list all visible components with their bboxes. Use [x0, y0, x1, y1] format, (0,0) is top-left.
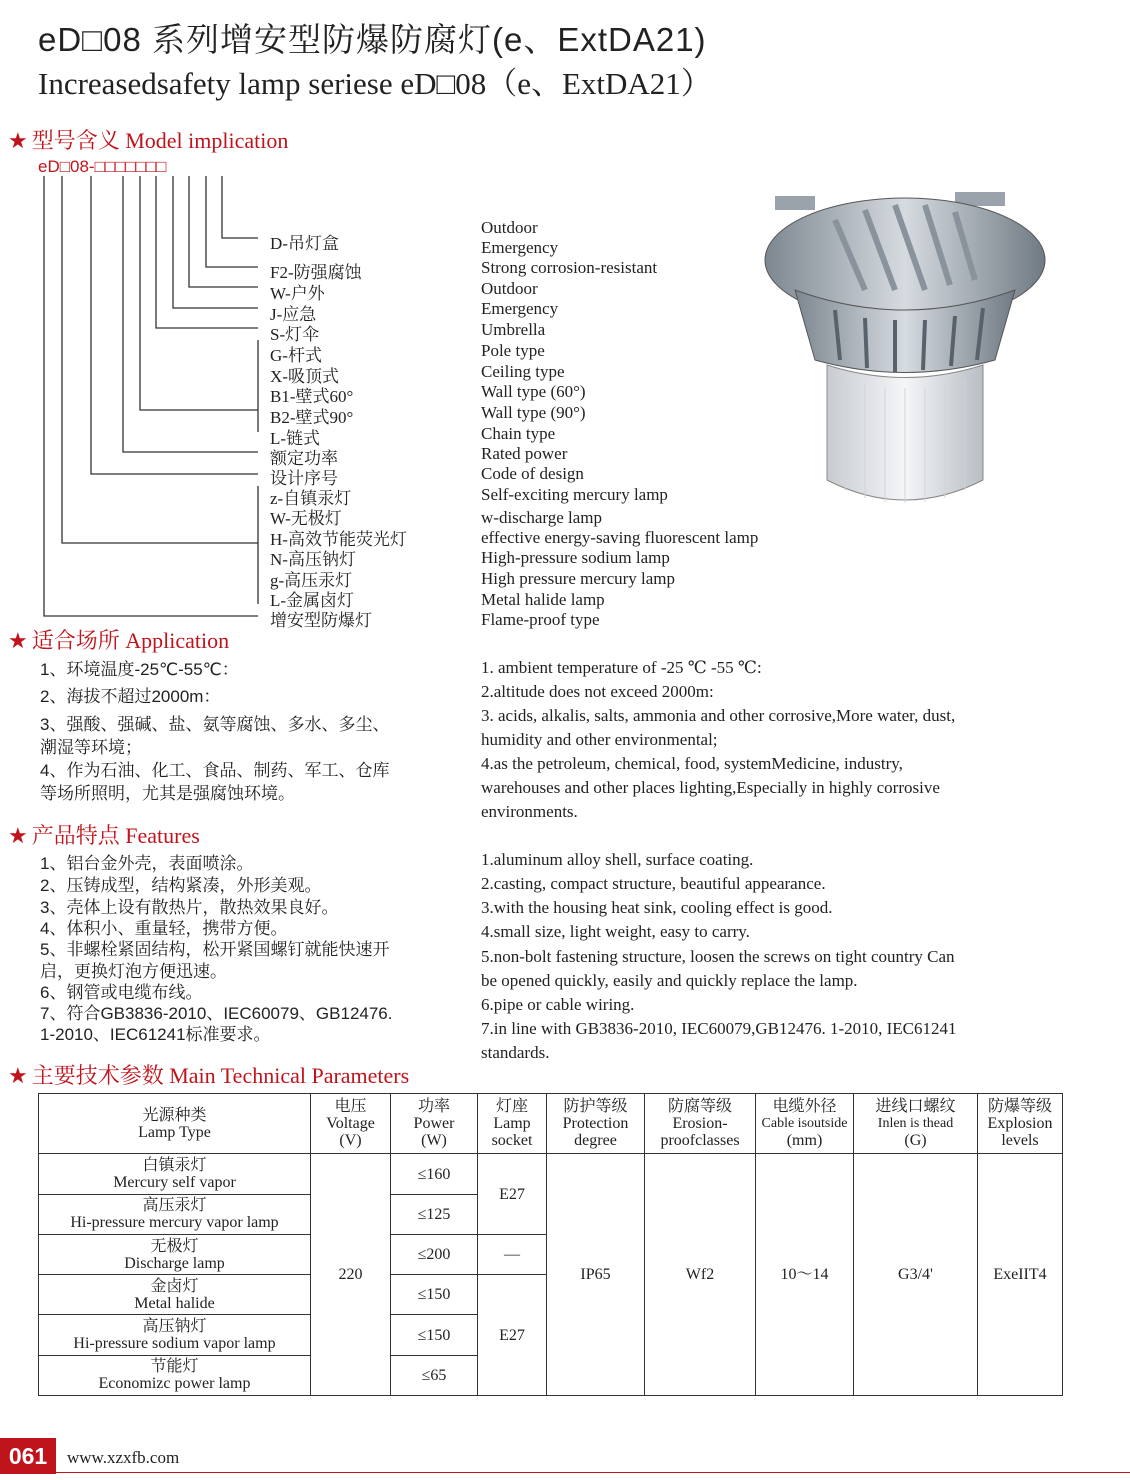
model-item-en: Ceiling type [481, 362, 565, 381]
power-cell: ≤150 [391, 1275, 478, 1315]
power-cell: ≤150 [391, 1315, 478, 1355]
model-item-cn: W-户外 [270, 284, 325, 303]
lamp-type-cell: 白镇汞灯 Mercury self vapor [39, 1154, 311, 1194]
star-icon: ★ [8, 823, 28, 848]
feature-line-cn: 5、非螺栓紧固结构，松开紧国螺钉就能快速开 [40, 940, 390, 959]
application-line-cn: 3、强酸、强碱、盐、氨等腐蚀、多水、多尘、 [40, 715, 390, 734]
params-heading: 主要技术参数 Main Technical Parameters [31, 1063, 410, 1088]
application-line-cn: 潮湿等环境； [40, 738, 142, 757]
lamp-type-cell: 高压汞灯 Hi-pressure mercury vapor lamp [39, 1194, 311, 1234]
header-erosion: 防腐等级 Erosion- proofclasses [645, 1094, 756, 1154]
table-header-row [39, 1094, 1063, 1154]
model-item-cn: H-高效节能荧光灯 [270, 530, 407, 549]
model-item-en: Chain type [481, 424, 556, 443]
feature-line-en: 4.small size, light weight, easy to carry. [481, 922, 750, 941]
model-item-cn: B1-壁式60° [270, 387, 354, 406]
feature-line-en: 2.casting, compact structure, beautiful appearance. [481, 874, 826, 893]
application-line-en: warehouses and other places lighting,Especially in highly corrosive [481, 778, 940, 797]
model-item-cn: g-高压汞灯 [270, 571, 353, 590]
star-icon: ★ [8, 628, 28, 653]
feature-line-cn: 1-2010、IEC61241标准要求。 [40, 1025, 271, 1044]
model-item-en: Wall type (90°) [481, 403, 586, 422]
model-item-cn: W-无极灯 [270, 509, 342, 528]
application-line-en: 1. ambient temperature of -25 ℃ -55 ℃: [481, 658, 762, 677]
header-voltage: 电压 Voltage (V) [311, 1094, 391, 1154]
feature-line-en: standards. [481, 1043, 550, 1062]
feature-line-cn: 2、压铸成型，结构紧凑，外形美观。 [40, 876, 322, 895]
socket-cell: — [478, 1234, 547, 1274]
feature-line-cn: 1、铝台金外壳，表面喷涂。 [40, 854, 254, 873]
model-item-en: Strong corrosion-resistant [481, 258, 658, 277]
star-icon: ★ [8, 128, 28, 153]
model-item-cn: S-灯伞 [270, 325, 320, 344]
table-row [39, 1154, 1063, 1194]
page-title-cn: eD□08 系列增安型防爆防腐灯(e、ExtDA21) [38, 21, 707, 58]
model-item-cn: X-吸顶式 [270, 367, 339, 386]
parameters-table [38, 1093, 1063, 1396]
header-socket: 灯座 Lamp socket [478, 1094, 547, 1154]
params-heading-row [8, 1059, 409, 1090]
model-item-en: High pressure mercury lamp [481, 569, 676, 588]
model-item-cn: J-应急 [270, 305, 317, 324]
header-thread: 进线口螺纹 Inlen is thead (G) [854, 1094, 978, 1154]
model-item-cn: L-金属卤灯 [270, 591, 355, 610]
model-item-en: Wall type (60°) [481, 382, 586, 401]
thread-cell: G3/4' [854, 1154, 978, 1396]
star-icon: ★ [8, 1063, 28, 1088]
feature-line-cn: 6、钢管或电缆布线。 [40, 983, 203, 1002]
model-bracket-lines [0, 0, 270, 630]
model-item-en: Code of design [481, 464, 584, 483]
model-item-cn: z-自镇汞灯 [270, 489, 352, 508]
model-item-en: Pole type [481, 341, 545, 360]
model-item-cn: G-杆式 [270, 346, 322, 365]
model-item-cn: 额定功率 [270, 449, 338, 468]
application-line-en: humidity and other environmental; [481, 730, 718, 749]
features-heading-row [8, 819, 200, 850]
lamp-type-cell: 节能灯 Economizc power lamp [39, 1355, 311, 1395]
model-item-en: High-pressure sodium lamp [481, 548, 670, 567]
feature-line-en: be opened quickly, easily and quickly replace the lamp. [481, 971, 858, 990]
model-heading: 型号含义 Model implication [31, 128, 289, 153]
application-line-cn: 2、海拔不超过2000m： [40, 687, 221, 706]
model-item-en: effective energy-saving fluorescent lamp [481, 528, 759, 547]
page-number: 061 [0, 1438, 56, 1474]
model-item-cn: 增安型防爆灯 [270, 611, 372, 630]
power-cell: ≤125 [391, 1194, 478, 1234]
application-line-en: 2.altitude does not exceed 2000m: [481, 682, 714, 701]
feature-line-cn: 启，更换灯泡方便迅速。 [40, 962, 227, 981]
feature-line-en: 3.with the housing heat sink, cooling effect is good. [481, 898, 833, 917]
power-cell: ≤200 [391, 1234, 478, 1274]
application-line-en: 4.as the petroleum, chemical, food, systemMedicine, industry, [481, 754, 903, 773]
lamp-illustration [755, 190, 1055, 510]
header-explosion: 防爆等级 Explosion levels [978, 1094, 1063, 1154]
application-heading: 适合场所 Application [31, 628, 230, 653]
header-power: 功率 Power (W) [391, 1094, 478, 1154]
page-title-en: Increasedsafety lamp seriese eD□08（e、ExtDA21） [38, 66, 712, 101]
model-item-en: Emergency [481, 238, 559, 257]
model-item-cn: L-链式 [270, 429, 321, 448]
model-item-cn: N-高压钠灯 [270, 550, 356, 569]
feature-line-cn: 3、壳体上设有散热片，散热效果良好。 [40, 898, 339, 917]
website-url: www.xzxfb.com [67, 1448, 180, 1467]
model-item-en: Outdoor [481, 218, 538, 237]
model-item-cn: 设计序号 [270, 469, 338, 488]
model-item-cn: F2-防强腐蚀 [270, 263, 362, 282]
application-line-cn: 4、作为石油、化工、食品、制药、军工、仓库 [40, 761, 390, 780]
model-item-en: Metal halide lamp [481, 590, 605, 609]
model-item-en: w-discharge lamp [481, 508, 603, 527]
model-code: eD□08-□□□□□□□ [38, 157, 167, 176]
model-item-cn: D-吊灯盒 [270, 234, 339, 253]
lamp-type-cell: 无极灯 Discharge lamp [39, 1234, 311, 1274]
voltage-cell: 220 [311, 1154, 391, 1396]
lamp-type-cell: 高压钠灯 Hi-pressure sodium vapor lamp [39, 1315, 311, 1355]
cable-cell: 10～14 [756, 1154, 854, 1396]
application-heading-row [8, 624, 229, 655]
model-item-en: Self-exciting mercury lamp [481, 485, 668, 504]
application-line-cn: 1、环境温度-25℃-55℃： [40, 660, 239, 679]
model-item-en: Outdoor [481, 279, 538, 298]
feature-line-en: 6.pipe or cable wiring. [481, 995, 635, 1014]
model-item-en: Flame-proof type [481, 610, 600, 629]
model-item-en: Emergency [481, 299, 559, 318]
model-item-en: Rated power [481, 444, 568, 463]
feature-line-en: 5.non-bolt fastening structure, loosen the screws on tight country Can [481, 947, 955, 966]
model-item-cn: B2-壁式90° [270, 408, 354, 427]
model-item-en: Umbrella [481, 320, 546, 339]
features-heading: 产品特点 Features [31, 823, 200, 848]
feature-line-cn: 4、体积小、重量轻，携带方便。 [40, 919, 288, 938]
feature-line-cn: 7、符合GB3836-2010、IEC60079、GB12476. [40, 1004, 393, 1023]
header-cable: 电缆外径 Cable isoutside (mm) [756, 1094, 854, 1154]
protection-cell: IP65 [547, 1154, 645, 1396]
header-lamp-type: 光源种类 Lamp Type [39, 1094, 311, 1154]
power-cell: ≤160 [391, 1154, 478, 1194]
application-line-cn: 等场所照明，尤其是强腐蚀环境。 [40, 784, 295, 803]
feature-line-en: 1.aluminum alloy shell, surface coating. [481, 850, 754, 869]
erosion-cell: Wf2 [645, 1154, 756, 1396]
socket-cell: E27 [478, 1275, 547, 1396]
footer-rule [56, 1472, 1130, 1473]
application-line-en: environments. [481, 802, 578, 821]
socket-cell: E27 [478, 1154, 547, 1235]
feature-line-en: 7.in line with GB3836-2010, IEC60079,GB12476. 1-2010, IEC61241 [481, 1019, 957, 1038]
header-protection: 防护等级 Protection degree [547, 1094, 645, 1154]
lamp-type-cell: 金卤灯 Metal halide [39, 1275, 311, 1315]
application-line-en: 3. acids, alkalis, salts, ammonia and other corrosive,More water, dust, [481, 706, 956, 725]
power-cell: ≤65 [391, 1355, 478, 1395]
explosion-cell: ExeIIT4 [978, 1154, 1063, 1396]
